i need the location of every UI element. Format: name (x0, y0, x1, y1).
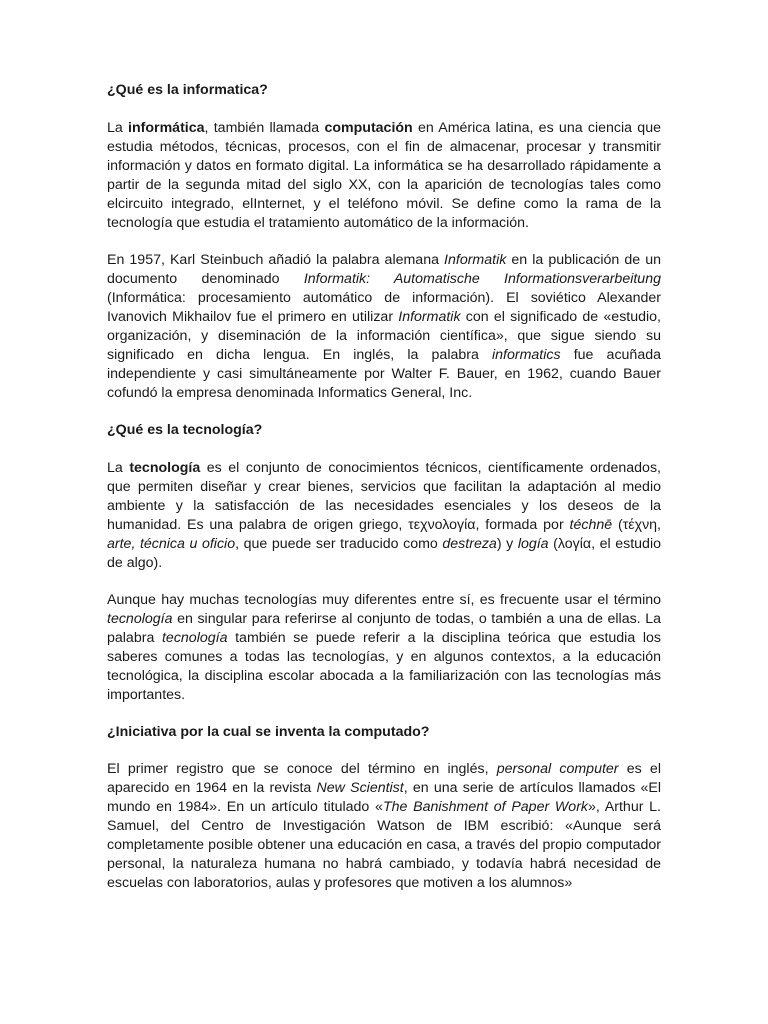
italic-term: tecnología (161, 630, 228, 646)
text-run: es el conjunto de conocimientos técnicos, científicamente ordenados, que permiten diseñar y crear bienes, servicios que facilitan la adaptación al medio ambiente y la satisfacción de las necesidades esenciales y los deseos de la humanidad. Es una palabra de origen griego, τεχνολογία, formada por (107, 460, 661, 533)
italic-term: tecnología (107, 611, 173, 627)
text-run: En 1957, Karl Steinbuch añadió la palabra alemana (107, 252, 445, 268)
paragraph (107, 760, 661, 893)
text-run: con el significado de «estudio, organización, y diseminación de la información científica», que sigue siendo su significado en dicha lengua. En inglés, la palabra (107, 309, 661, 363)
text-run: », Arthur L. Samuel, del Centro de Investigación Watson de IBM escribió: «Aunque será completamente posible obtener una educación en casa, a través del propio computador personal, la naturaleza humana no habrá cambiado, y todavía habrá necesidad de escuelas con laboratorios, aulas y profesores que motiven a los alumnos» (107, 799, 661, 891)
italic-term: Informatik: Automatische Informationsverarbeitung (303, 271, 661, 287)
italic-term: informatics (492, 347, 561, 363)
italic-term: logía (517, 536, 549, 552)
bold-term: computación (324, 120, 413, 136)
italic-term: personal computer (496, 761, 619, 777)
text-run: fue acuñada independiente y casi simultáneamente por Walter F. Bauer, en 1962, cuando Bauer cofundó la empresa denominada Informatics General, Inc. (107, 347, 661, 401)
italic-term: destreza (442, 536, 497, 552)
paragraph (107, 119, 661, 233)
bold-term: tecnología (129, 460, 201, 476)
section-heading-iniciativa: ¿Iniciativa por la cual se inventa la computado? (107, 724, 430, 740)
italic-term: téchnē (569, 517, 613, 533)
section-heading-tecnologia: ¿Qué es la tecnología? (107, 422, 263, 438)
text-run: Aunque hay muchas tecnologías muy diferentes entre sí, es frecuente usar el término (107, 592, 661, 608)
document-body (107, 81, 661, 893)
italic-term: Informatik (398, 309, 461, 325)
italic-term: New Scientist (316, 780, 404, 796)
text-run: El primer registro que se conoce del término en inglés, (107, 761, 497, 777)
text-run: (λογία, el estudio de algo). (107, 536, 661, 571)
text-run: es el aparecido en 1964 en la revista (107, 761, 661, 796)
text-run: (Informática: procesamiento automático de información). El soviético Alexander Ivanovich Mikhailov fue el primero en utilizar (107, 290, 661, 325)
section-heading-informatica: ¿Qué es la informatica? (107, 82, 268, 98)
paragraph (107, 591, 661, 705)
italic-term: arte, técnica u oficio (107, 536, 236, 552)
text-run: también se puede referir a la disciplina teórica que estudia los saberes comunes a todas las tecnologías, y en algunos contextos, a la educación tecnológica, la disciplina escolar abocada a la familiarización con las tecnologías más importantes. (107, 630, 661, 703)
text-run: en singular para referirse al conjunto de todas, o también a una de ellas. La palabra (107, 611, 661, 646)
text-run: La (107, 120, 129, 136)
text-run: en América latina, es una ciencia que estudia métodos, técnicas, procesos, con el fin de almacenar, procesar y transmitir información y datos en formato digital. La informática se ha desarrollado rápidamente a partir de la segunda mitad del siglo XX, con la aparición de tecnologías tales como elcircuito integrado, elInternet, y el teléfono móvil. Se define como la rama de la tecnología que estudia el tratamiento automático de la información. (107, 120, 661, 231)
text-run: en la publicación de un documento denominado (107, 252, 661, 287)
text-run: , en una serie de artículos llamados «El mundo en 1984». En un artículo titulado « (107, 780, 662, 815)
text-run: , que puede ser traducido como (235, 536, 443, 552)
italic-term: Informatik (444, 252, 507, 268)
text-run: La (107, 460, 130, 476)
paragraph (107, 459, 661, 573)
paragraph (107, 251, 661, 403)
italic-term: The Banishment of Paper Work (382, 799, 589, 815)
text-run: ) y (496, 536, 518, 552)
bold-term: informática (128, 120, 205, 136)
text-run: , también llamada (204, 120, 325, 136)
text-run: (τέχνη, (612, 517, 661, 533)
